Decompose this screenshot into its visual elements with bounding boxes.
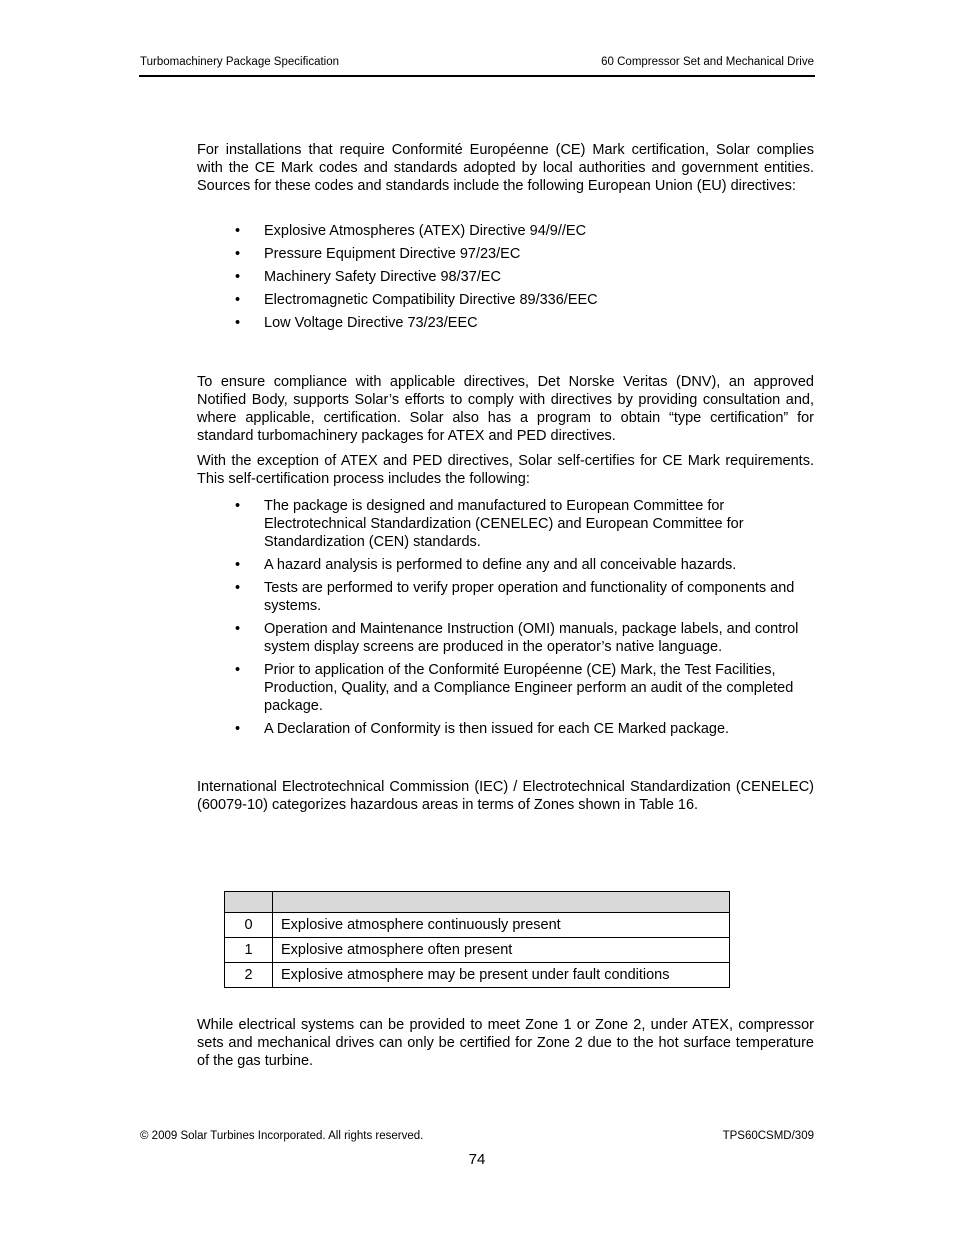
dnv-paragraph: To ensure compliance with applicable directives, Det Norske Veritas (DNV), an approved Notified Body, supports Solar’s efforts to comply with directives by providing consultation and, where applicable, certification. Solar also has a program to obtain “type certification” for standard turbomachinery packages for ATEX and PED directives. [197,374,814,444]
table-row [225,963,730,988]
list-item: • A Declaration of Conformity is then issued for each CE Marked package. [235,721,730,737]
list-item: • Prior to application of the Conformité Européenne (CE) Mark, the Test Facilities, Production, Quality, and a Compliance Engineer perform an audit of the completed package. [235,662,794,714]
copyright-text: © 2009 Solar Turbines Incorporated. All rights reserved. [140,1130,424,1142]
table-header-row [225,892,730,913]
bullet-icon: • [235,223,241,239]
table-row [225,938,730,963]
table-header-zone [225,892,273,913]
bullet-icon: • [235,580,241,596]
description-cell: Explosive atmosphere may be present under fault conditions [273,963,730,988]
bullet-icon: • [235,498,241,514]
description-cell: Explosive atmosphere often present [273,938,730,963]
bullet-icon: • [235,269,241,285]
iec-paragraph: International Electrotechnical Commission (IEC) / Electrotechnical Standardization (CENELEC) (60079-10) categorizes hazardous areas in terms of Zones shown in Table 16. [197,779,814,813]
zone-cell: 0 [225,913,273,938]
zone-cell: 1 [225,938,273,963]
list-item: • The package is designed and manufactured to European Committee for Electrotechnical Standardization (CENELEC) and European Committee for Standardization (CEN) standards. [235,498,744,550]
bullet-icon: • [235,621,241,637]
list-item: • Explosive Atmospheres (ATEX) Directive 94/9//EC [235,223,587,239]
bullet-icon: • [235,557,241,573]
bullet-icon: • [235,721,241,737]
bullet-icon: • [235,662,241,678]
document-code: TPS60CSMD/309 [722,1130,814,1142]
list-item: • Operation and Maintenance Instruction (OMI) manuals, package labels, and control system display screens are produced in the operator’s native language. [235,621,799,655]
zone-cell: 2 [225,963,273,988]
page-header [139,54,815,77]
table-row [225,913,730,938]
bullet-icon: • [235,292,241,308]
bullet-icon: • [235,315,241,331]
table-header-description [273,892,730,913]
list-item: • Electromagnetic Compatibility Directive 89/336/EEC [235,292,598,308]
atex-paragraph: While electrical systems can be provided to meet Zone 1 or Zone 2, under ATEX, compressor sets and mechanical drives can only be certified for Zone 2 due to the hot surface temperature of the gas turbine. [197,1017,814,1069]
list-item: • Pressure Equipment Directive 97/23/EC [235,246,521,262]
description-cell: Explosive atmosphere continuously present [273,913,730,938]
list-item: • Low Voltage Directive 73/23/EEC [235,315,478,331]
intro-paragraph: For installations that require Conformité Européenne (CE) Mark certification, Solar complies with the CE Mark codes and standards adopted by local authorities and government entities. Sources for these codes and standards include the following European Union (EU) directives: [197,142,814,194]
header-title: Turbomachinery Package Specification [140,56,340,68]
list-item: • A hazard analysis is performed to define any and all conceivable hazards. [235,557,737,573]
zones-table [224,891,730,988]
process-list [197,497,814,738]
list-item: • Tests are performed to verify proper operation and functionality of components and systems. [235,580,795,614]
header-section: 60 Compressor Set and Mechanical Drive [601,56,814,68]
page-number: 74 [468,1151,486,1168]
list-item: • Machinery Safety Directive 98/37/EC [235,269,501,285]
bullet-icon: • [235,246,241,262]
self-cert-paragraph: With the exception of ATEX and PED directives, Solar self-certifies for CE Mark requirements. This self-certification process includes the following: [197,453,814,487]
directives-list [197,222,814,332]
